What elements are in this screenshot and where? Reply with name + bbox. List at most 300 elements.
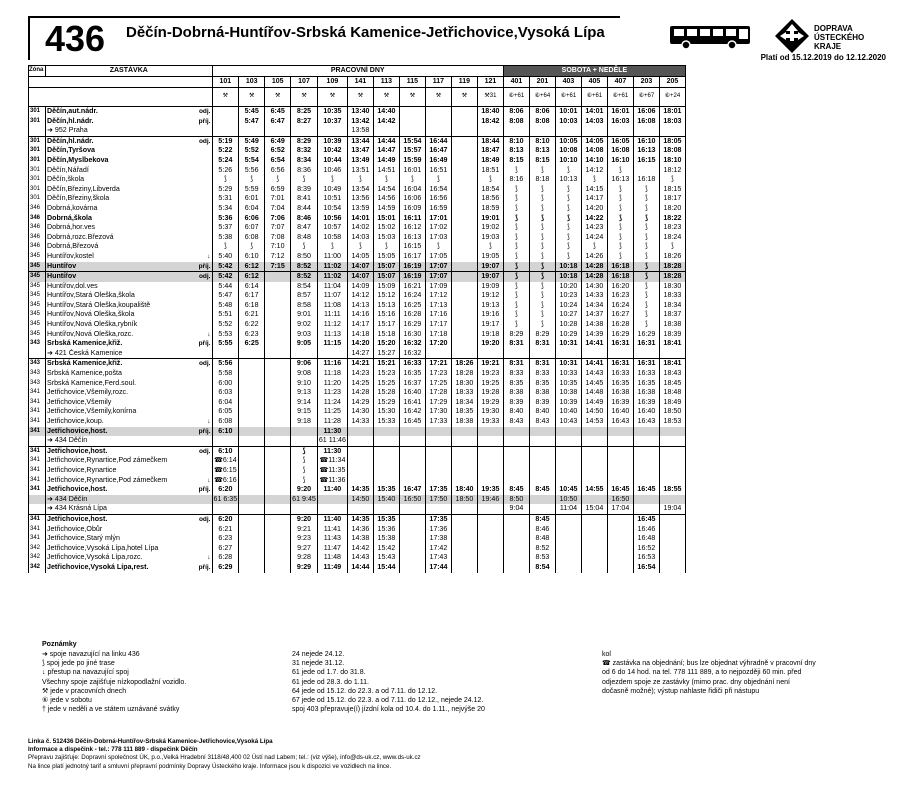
time-cell	[659, 436, 685, 446]
time-cell	[451, 214, 477, 224]
time-cell: ⟆	[317, 242, 347, 252]
time-cell	[607, 436, 633, 446]
time-cell: 16:18	[607, 262, 633, 272]
time-cell: 15:27	[373, 349, 399, 359]
time-cell: 16:37	[399, 379, 425, 389]
time-cell	[633, 495, 659, 505]
time-cell: 5:55	[212, 339, 239, 349]
time-cell: ⟆	[265, 175, 291, 185]
time-cell: 18:08	[659, 146, 685, 156]
time-cell: 17:18	[425, 330, 451, 340]
time-cell	[265, 330, 291, 340]
time-cell	[451, 466, 477, 476]
time-cell: 19:46	[477, 495, 503, 505]
time-cell: 16:43	[607, 417, 633, 427]
table-row	[29, 156, 686, 166]
time-cell: 10:29	[555, 330, 581, 340]
time-cell: 15:35	[373, 514, 399, 524]
time-cell: 14:50	[347, 495, 373, 505]
time-cell: 14:50	[581, 407, 607, 417]
time-cell	[581, 514, 607, 524]
arr-dep-mark	[196, 504, 213, 514]
header	[28, 16, 886, 60]
time-cell: 19:09	[477, 282, 503, 292]
time-cell: 18:53	[659, 417, 685, 427]
time-cell: 5:48	[212, 301, 239, 311]
zone-cell: 301	[29, 185, 46, 195]
stop-name: Děčín,Myslbekova	[46, 156, 196, 166]
time-cell	[265, 349, 291, 359]
table-row	[29, 349, 686, 359]
zone-header: Zóna	[29, 66, 46, 77]
trip-number-row	[29, 77, 686, 88]
time-cell	[265, 525, 291, 535]
time-cell	[581, 456, 607, 466]
time-cell: 10:01	[555, 107, 581, 117]
time-cell	[607, 525, 633, 535]
time-cell	[239, 553, 265, 563]
time-cell: 14:15	[581, 185, 607, 195]
time-cell: ⟆	[477, 242, 503, 252]
zone-cell: 301	[29, 146, 46, 156]
time-cell	[291, 126, 318, 136]
time-cell	[529, 476, 555, 486]
table-row	[29, 320, 686, 330]
time-cell: 9:08	[291, 369, 318, 379]
time-cell: 16:10	[633, 136, 659, 146]
time-cell: 18:34	[659, 301, 685, 311]
time-cell: 18:35	[451, 407, 477, 417]
time-cell: ⟆	[347, 242, 373, 252]
time-cell: 61 6:35	[213, 494, 238, 503]
time-cell: 19:05	[477, 252, 503, 262]
time-cell: ⟆	[529, 204, 555, 214]
time-cell: ⟆	[529, 214, 555, 224]
time-cell	[581, 446, 607, 456]
time-cell: ⟆	[317, 175, 347, 185]
time-cell: 14:43	[347, 553, 373, 563]
stop-name: Jetřichovice,Rynartice	[46, 466, 196, 476]
time-cell: 14:37	[581, 310, 607, 320]
time-cell: 6:05	[212, 407, 239, 417]
time-cell: 14:34	[581, 301, 607, 311]
time-cell: 8:29	[503, 330, 529, 340]
note-line: ⑥ jede v sobotu	[42, 697, 92, 705]
time-cell: 16:20	[607, 282, 633, 292]
time-cell: 9:01	[291, 310, 318, 320]
time-cell: 8:13	[529, 146, 555, 156]
time-cell: 14:25	[347, 379, 373, 389]
time-cell	[265, 446, 291, 456]
time-cell: ⟆	[633, 262, 659, 272]
time-cell: 18:37	[659, 310, 685, 320]
time-cell: 8:18	[529, 175, 555, 185]
time-cell	[451, 456, 477, 466]
time-cell	[291, 436, 318, 446]
time-cell: 16:33	[633, 369, 659, 379]
time-cell: 16:10	[607, 156, 633, 166]
time-cell: 8:57	[291, 291, 318, 301]
time-cell: 18:12	[659, 166, 685, 176]
time-cell: 8:52	[529, 544, 555, 554]
time-cell: 8:32	[291, 146, 318, 156]
time-cell: 16:18	[607, 272, 633, 282]
time-cell: 9:04	[503, 504, 529, 514]
time-cell: 18:41	[659, 339, 685, 349]
time-cell: 11:49	[317, 563, 347, 573]
time-cell: 5:56	[239, 166, 265, 176]
time-cell: ⟆	[212, 175, 239, 185]
zone-cell: 342	[29, 563, 46, 573]
time-cell: 5:42	[212, 262, 239, 272]
stop-name: Děčín,hl.nádr.	[46, 136, 196, 146]
time-cell: ⟆	[555, 233, 581, 243]
trip-mark: ⚒	[317, 88, 347, 107]
time-cell: ⟆	[503, 185, 529, 195]
time-cell: 16:39	[633, 398, 659, 408]
time-cell	[399, 126, 425, 136]
arr-dep-mark	[196, 534, 213, 544]
time-cell	[265, 476, 291, 486]
time-cell	[451, 301, 477, 311]
time-cell: ⟆	[633, 252, 659, 262]
time-cell	[581, 525, 607, 535]
time-cell	[477, 476, 503, 486]
time-cell: 9:03	[291, 330, 318, 340]
time-cell: 19:01	[477, 214, 503, 224]
trip-number: 405	[581, 77, 607, 88]
time-cell: 6:23	[212, 534, 239, 544]
trip-number: 105	[265, 77, 291, 88]
time-cell: ⟆	[607, 214, 633, 224]
time-cell: 5:44	[212, 282, 239, 292]
stop-name: Dobrná,škola	[46, 214, 196, 224]
time-cell	[399, 504, 425, 514]
time-cell: 11:20	[317, 379, 347, 389]
time-cell: 16:01	[607, 107, 633, 117]
time-cell: ⟆	[659, 242, 685, 252]
time-cell: 11:18	[317, 369, 347, 379]
note-line: ⟆ spoj jede po jiné trase	[42, 660, 115, 668]
time-cell: 6:49	[265, 136, 291, 146]
time-cell: 8:39	[503, 398, 529, 408]
arr-dep-mark: odj.	[196, 107, 213, 117]
note-line: 24 nejede 24.12.	[292, 651, 345, 658]
arr-dep-mark	[196, 204, 213, 214]
time-cell: 14:30	[581, 282, 607, 292]
time-cell: ⟆	[529, 242, 555, 252]
arr-dep-mark	[196, 166, 213, 176]
time-cell	[659, 446, 685, 456]
time-cell: 10:24	[555, 301, 581, 311]
time-cell: 11:12	[317, 320, 347, 330]
time-cell: 14:53	[581, 417, 607, 427]
time-cell	[239, 349, 265, 359]
time-cell: 8:50	[291, 252, 318, 262]
time-cell	[425, 476, 451, 486]
table-row	[29, 427, 686, 437]
time-cell: ⟆	[503, 291, 529, 301]
time-cell: 7:01	[265, 194, 291, 204]
time-cell	[555, 456, 581, 466]
arr-dep-mark	[196, 407, 213, 417]
time-cell: 6:20	[212, 485, 239, 495]
note-line: 31 nejede 31.12.	[292, 660, 345, 668]
trip-number: 103	[239, 77, 265, 88]
arr-dep-mark	[196, 456, 213, 466]
time-cell: 11:04	[317, 282, 347, 292]
time-cell: 16:06	[399, 194, 425, 204]
time-cell: 14:17	[581, 194, 607, 204]
zone-cell: 345	[29, 272, 46, 282]
time-cell	[212, 349, 239, 359]
time-cell: ⟆	[503, 301, 529, 311]
stop-name: Jetřichovice,Rynartice,Pod zámečkem	[46, 476, 196, 486]
time-cell: 13:47	[347, 146, 373, 156]
time-cell: ⟆	[633, 282, 659, 292]
time-cell: 18:40	[477, 107, 503, 117]
time-cell: 11:25	[317, 407, 347, 417]
time-cell: 10:50	[555, 495, 581, 505]
time-cell: 17:50	[425, 495, 451, 505]
time-cell	[555, 436, 581, 446]
table-row	[29, 242, 686, 252]
time-cell: 5:52	[239, 146, 265, 156]
time-cell: ⟆	[503, 320, 529, 330]
time-cell	[607, 466, 633, 476]
time-cell: ⟆	[607, 204, 633, 214]
time-cell: 19:23	[477, 369, 503, 379]
time-cell: 17:29	[425, 398, 451, 408]
time-cell: 18:20	[659, 204, 685, 214]
time-cell: 18:38	[451, 417, 477, 427]
time-cell: 19:02	[477, 223, 503, 233]
arr-dep-mark	[196, 156, 213, 166]
time-cell	[265, 427, 291, 437]
time-cell	[581, 466, 607, 476]
time-cell: ⟆	[373, 175, 399, 185]
time-cell: 7:15	[265, 262, 291, 272]
time-cell: 16:45	[399, 417, 425, 427]
trip-number: 117	[425, 77, 451, 88]
zone-cell: 345	[29, 252, 46, 262]
time-cell: 8:27	[291, 117, 318, 127]
time-cell: 14:08	[581, 146, 607, 156]
stop-name: Jetřichovice,host.	[46, 514, 196, 524]
time-cell	[529, 436, 555, 446]
time-cell: 5:47	[212, 291, 239, 301]
time-cell	[239, 504, 265, 514]
time-cell: 16:08	[607, 146, 633, 156]
time-cell	[477, 427, 503, 437]
time-cell: ⟆	[291, 242, 318, 252]
time-cell: 14:18	[347, 330, 373, 340]
time-cell: 11:24	[317, 398, 347, 408]
time-cell: 11:07	[317, 291, 347, 301]
time-cell: 18:49	[659, 398, 685, 408]
time-cell: ⟆	[555, 194, 581, 204]
arr-dep-mark: odj.	[196, 514, 213, 524]
time-cell: 15:35	[373, 485, 399, 495]
time-cell: 8:52	[291, 262, 318, 272]
time-cell: 15:04	[581, 504, 607, 514]
time-cell: 18:54	[477, 185, 503, 195]
time-cell: 6:10	[212, 446, 239, 456]
table-row	[29, 204, 686, 214]
time-cell: 14:44	[347, 563, 373, 573]
time-cell	[607, 514, 633, 524]
time-cell	[477, 525, 503, 535]
time-cell	[451, 107, 477, 117]
time-cell: 15:33	[373, 417, 399, 427]
time-cell: ⟆	[399, 175, 425, 185]
time-cell	[451, 504, 477, 514]
trip-number: 407	[607, 77, 633, 88]
time-cell: 5:56	[212, 359, 239, 369]
time-cell	[425, 427, 451, 437]
time-cell	[607, 534, 633, 544]
time-cell: 16:18	[633, 175, 659, 185]
time-cell: 16:54	[633, 563, 659, 573]
time-cell	[373, 476, 399, 486]
time-cell: ⟆	[555, 223, 581, 233]
stop-name: Huntířov,Stará Oleška,koupaliště	[46, 301, 196, 311]
time-cell	[633, 427, 659, 437]
time-cell: 8:35	[529, 379, 555, 389]
zone-cell: 346	[29, 214, 46, 224]
time-cell	[239, 476, 265, 486]
time-cell	[451, 310, 477, 320]
table-row	[29, 525, 686, 535]
time-cell: 14:09	[347, 282, 373, 292]
time-cell	[399, 117, 425, 127]
arr-dep-mark	[196, 194, 213, 204]
time-cell: 10:28	[555, 320, 581, 330]
time-cell: ⟆	[607, 223, 633, 233]
arr-dep-mark	[196, 466, 213, 476]
time-cell: 9:15	[291, 407, 318, 417]
time-cell	[581, 349, 607, 359]
timetable-body	[29, 107, 686, 573]
time-cell: ⟆	[529, 223, 555, 233]
time-cell: ⟆	[529, 301, 555, 311]
stop-name: Jetřichovice,Starý mlýn	[46, 534, 196, 544]
time-cell: 18:50	[659, 407, 685, 417]
time-cell: 15:07	[373, 262, 399, 272]
time-cell: 10:54	[317, 204, 347, 214]
time-cell: 18:33	[451, 388, 477, 398]
time-cell: 18:51	[477, 166, 503, 176]
time-cell: 9:10	[291, 379, 318, 389]
arr-dep-mark	[196, 146, 213, 156]
time-cell: 19:07	[477, 262, 503, 272]
time-cell: 15:43	[373, 553, 399, 563]
time-cell: 17:02	[425, 223, 451, 233]
note-line: † jede v neděli a ve státem uznávané svátky	[42, 706, 180, 714]
time-cell: 6:27	[212, 544, 239, 554]
time-cell: 15:13	[373, 301, 399, 311]
time-cell	[451, 175, 477, 185]
time-cell: 14:12	[347, 291, 373, 301]
note-line: ☎ zastávka na objednání; bus lze objednat výhradně v pracovní dny	[602, 660, 816, 668]
stop-name: ➜ 952 Praha	[46, 126, 196, 136]
time-cell	[659, 534, 685, 544]
stop-name: Jetřichovice,Všemily,rozc.	[46, 388, 196, 398]
time-cell	[425, 349, 451, 359]
time-cell: 13:44	[347, 136, 373, 146]
time-cell: 16:29	[399, 320, 425, 330]
time-cell: 16:45	[633, 485, 659, 495]
zone-cell	[29, 504, 46, 514]
time-cell: 16:40	[399, 388, 425, 398]
time-cell	[451, 339, 477, 349]
time-cell: ⟆	[212, 242, 239, 252]
stop-name: Srbská Kamenice,křiž.	[46, 359, 196, 369]
time-cell: 8:33	[503, 369, 529, 379]
time-cell	[265, 563, 291, 573]
note-line: dočasně možné); výstup nahlaste řidiči při nástupu	[602, 687, 760, 695]
time-cell	[425, 504, 451, 514]
time-cell: 8:36	[291, 166, 318, 176]
time-cell: 16:32	[399, 349, 425, 359]
time-cell: 19:04	[659, 504, 685, 514]
time-cell: 14:41	[581, 339, 607, 349]
time-cell: 10:27	[555, 310, 581, 320]
arr-dep-mark: příj.	[196, 117, 213, 127]
time-cell: 15:09	[373, 282, 399, 292]
time-cell	[265, 504, 291, 514]
stop-name: Huntířov,Nová Oleška,rozc.	[46, 330, 196, 340]
time-cell: 15:03	[373, 233, 399, 243]
time-cell	[265, 417, 291, 427]
time-cell	[659, 476, 685, 486]
arr-dep-mark: ↓	[196, 417, 213, 427]
time-cell: 14:28	[581, 262, 607, 272]
time-cell	[425, 126, 451, 136]
time-cell	[503, 126, 529, 136]
time-cell: 10:43	[555, 417, 581, 427]
time-cell: 18:47	[477, 146, 503, 156]
time-cell: 6:18	[239, 301, 265, 311]
time-cell	[529, 495, 555, 505]
table-row	[29, 456, 686, 466]
time-cell: ⟆	[503, 310, 529, 320]
time-cell	[555, 466, 581, 476]
time-cell: ⟆	[607, 252, 633, 262]
table-row	[29, 495, 686, 505]
time-cell	[451, 166, 477, 176]
time-cell	[239, 369, 265, 379]
time-cell: 14:21	[347, 359, 373, 369]
time-cell	[503, 534, 529, 544]
time-cell: 7:12	[265, 252, 291, 262]
arr-dep-mark	[196, 242, 213, 252]
time-cell: ⟆	[529, 310, 555, 320]
time-cell: 10:31	[555, 339, 581, 349]
time-cell	[529, 126, 555, 136]
time-cell: 14:40	[373, 107, 399, 117]
time-cell	[503, 446, 529, 456]
time-cell	[529, 349, 555, 359]
trip-mark: ⚒	[373, 88, 399, 107]
time-cell: 18:34	[451, 398, 477, 408]
time-cell: ⟆	[503, 223, 529, 233]
time-cell	[451, 514, 477, 524]
time-cell: 14:03	[347, 233, 373, 243]
time-cell: 11:13	[317, 330, 347, 340]
time-cell: 16:35	[607, 379, 633, 389]
time-cell	[659, 427, 685, 437]
